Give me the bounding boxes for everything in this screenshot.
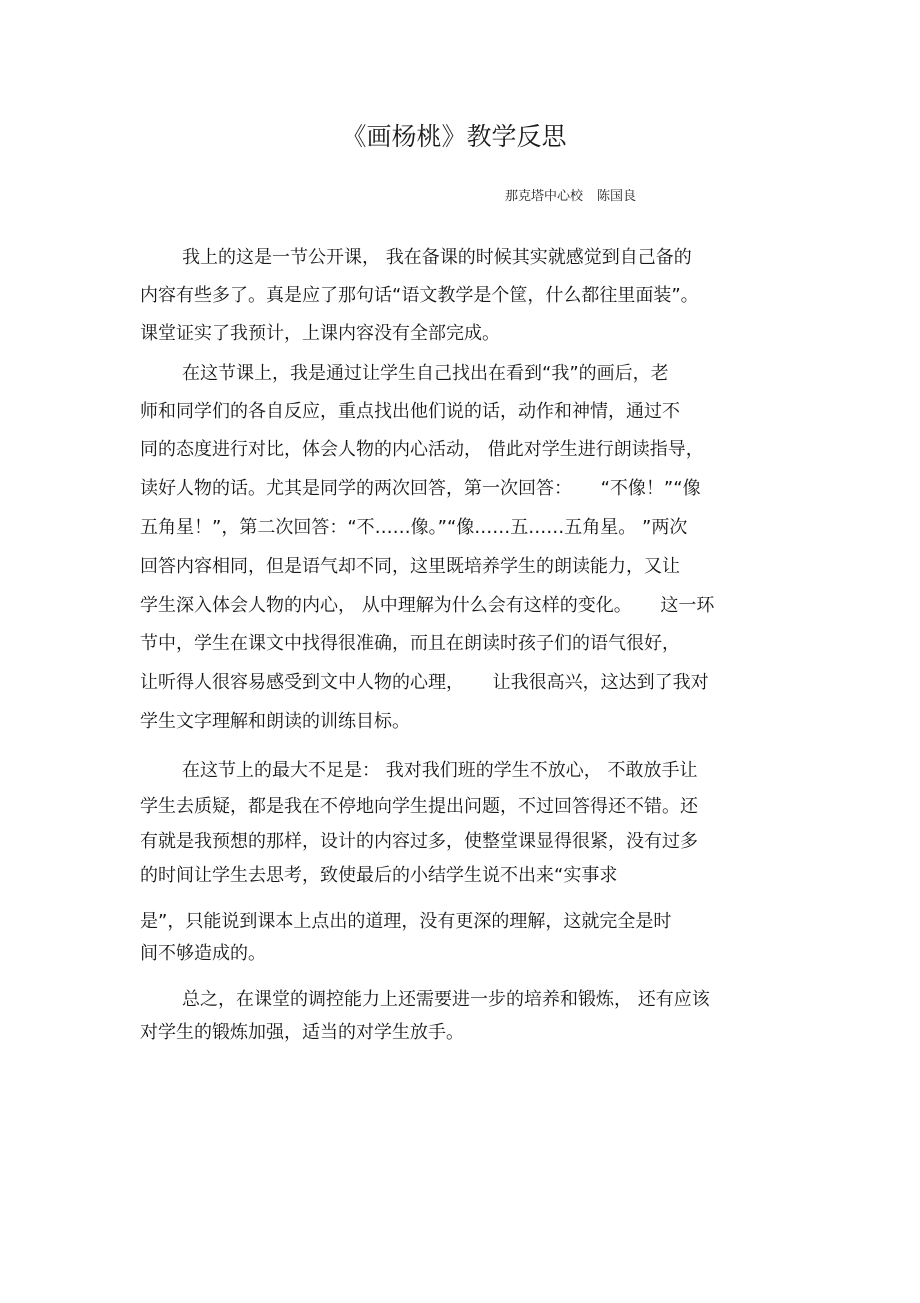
text-line: 间不够造成的。 (140, 943, 266, 964)
byline (505, 187, 636, 207)
text-line: 五角星！”，第二次回答：“不……像。”“像……五……五角星。 ”两次 (140, 517, 688, 538)
text-line: 是”，只能说到课本上点出的道理，没有更深的理解，这就完全是时 (140, 911, 672, 932)
text-line: 学生文字理解和朗读的训练目标。 (140, 711, 410, 732)
text-line: 的时间让学生去思考，致使最后的小结学生说不出来“实事求 (140, 865, 618, 886)
text-line: 内容有些多了。真是应了那句话“语文教学是个筐，什么都往里面装”。 (140, 285, 699, 306)
document-title: 《画杨桃》教学反思 (341, 122, 567, 151)
text-line: 有就是我预想的那样，设计的内容过多，使整堂课显得很紧，没有过多 (140, 831, 698, 852)
text-line: 回答内容相同，但是语气却不同，这里既培养学生的朗读能力，又让 (140, 556, 680, 577)
text-line: 同的态度进行对比，体会人物的内心活动， 借此对学生进行朗读指导， (140, 439, 704, 460)
text-line: 我上的这是一节公开课， 我在备课的时候其实就感觉到自己备的 (182, 247, 692, 268)
school-name: 那克塔中心校 (505, 189, 584, 204)
text-line: 读好人物的话。尤其是同学的两次回答，第一次回答： “不像！”“像 (140, 478, 701, 499)
text-line: 让听得人很容易感受到文中人物的心理， 让我很高兴，这达到了我对 (140, 672, 709, 693)
text-line: 学生深入体会人物的内心， 从中理解为什么会有这样的变化。 这一环 (140, 595, 715, 616)
text-line: 节中，学生在课文中找得很准确，而且在朗读时孩子们的语气很好， (140, 633, 680, 654)
text-line: 学生去质疑，都是我在不停地向学生提出问题，不过回答得还不错。还 (140, 796, 698, 817)
text-line: 在这节上的最大不足是： 我对我们班的学生不放心， 不敢放手让 (182, 760, 698, 781)
text-line: 总之，在课堂的调控能力上还需要进一步的培养和锻炼， 还有应该 (182, 989, 710, 1010)
text-line: 对学生的锻炼加强，适当的对学生放手。 (140, 1022, 464, 1043)
author-name: 陈国良 (597, 189, 637, 204)
text-line: 在这节课上，我是通过让学生自己找出在看到“我”的画后，老 (182, 363, 669, 384)
text-line: 师和同学们的各自反应，重点找出他们说的话，动作和神情，通过不 (140, 401, 680, 422)
text-line: 课堂证实了我预计，上课内容没有全部完成。 (140, 323, 500, 344)
